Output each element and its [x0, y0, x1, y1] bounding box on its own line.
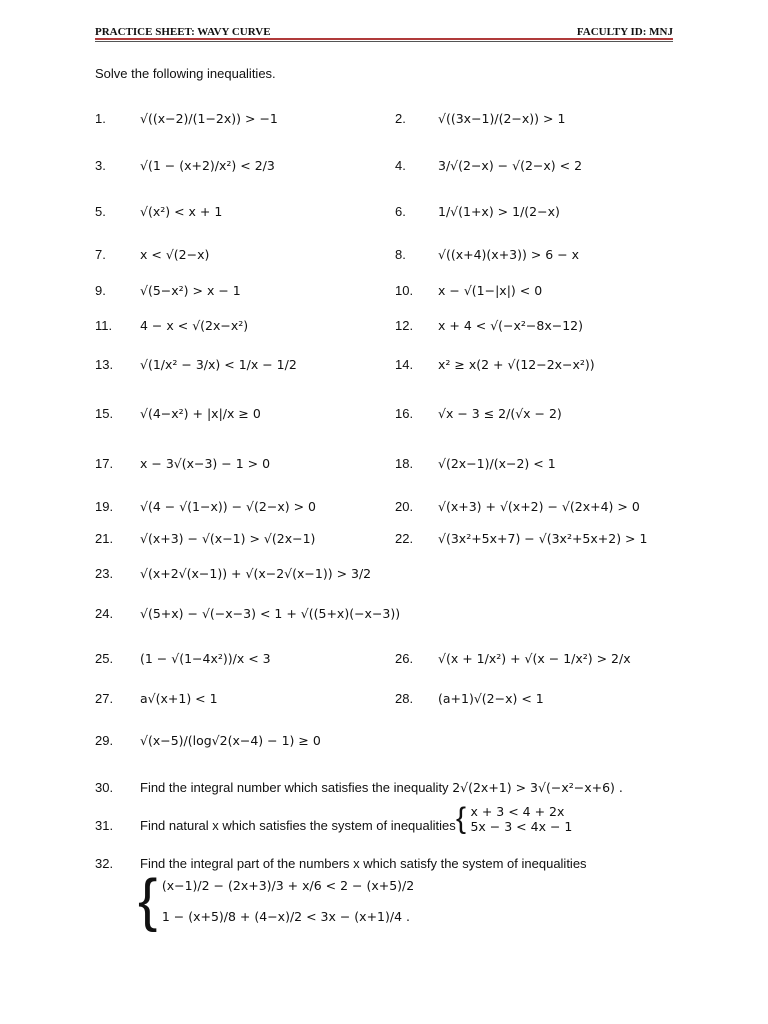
problem-expression: 3/√(2−x) − √(2−x) < 2 — [438, 158, 583, 173]
problem-number: 18. — [395, 456, 414, 471]
problem-number: 13. — [95, 357, 114, 372]
system-of-inequalities-32 — [138, 868, 415, 933]
problem-number: 12. — [395, 318, 414, 333]
system-line: (x−1)/2 − (2x+3)/3 + x/6 < 2 − (x+5)/2 — [161, 878, 415, 893]
problem-expression: 1/√(1+x) > 1/(2−x) — [438, 204, 560, 219]
problem-number: 4. — [395, 158, 406, 173]
problem-expression: √(4−x²) + |x|/x ≥ 0 — [140, 406, 261, 421]
header-rule-red — [95, 38, 673, 40]
problem-number: 10. — [395, 283, 414, 298]
problem-expression: √(4 − √(1−x)) − √(2−x) > 0 — [140, 499, 316, 514]
system-line: 1 − (x+5)/8 + (4−x)/2 < 3x − (x+1)/4 . — [161, 909, 410, 924]
problem-expression: √(x−5)/(log√2(x−4) − 1) ≥ 0 — [140, 733, 321, 748]
problem-expression: x² ≥ x(2 + √(12−2x−x²)) — [438, 357, 595, 372]
problem-expression: 4 − x < √(2x−x²) — [140, 318, 249, 333]
problem-number: 20. — [395, 499, 414, 514]
problem-number: 5. — [95, 204, 106, 219]
instructions: Solve the following inequalities. — [95, 66, 276, 81]
problem-number: 3. — [95, 158, 106, 173]
problem-number: 6. — [395, 204, 406, 219]
header-left: PRACTICE SHEET: WAVY CURVE — [95, 26, 271, 38]
page-header — [95, 22, 673, 38]
problem-expression: √(x+2√(x−1)) + √(x−2√(x−1)) > 3/2 — [140, 566, 372, 581]
problem-number: 21. — [95, 531, 114, 546]
problem-number: 17. — [95, 456, 114, 471]
problem-expression: √(3x²+5x+7) − √(3x²+5x+2) > 1 — [438, 531, 648, 546]
problem-number: 29. — [95, 733, 114, 748]
problem-number: 15. — [95, 406, 114, 421]
problem-number: 28. — [395, 691, 414, 706]
problem-number: 31. — [95, 818, 114, 833]
problem-expression: √((3x−1)/(2−x)) > 1 — [438, 111, 566, 126]
problem-number: 32. — [95, 856, 114, 871]
left-brace: { — [138, 868, 158, 933]
problem-number: 16. — [395, 406, 414, 421]
problem-number: 26. — [395, 651, 414, 666]
problem-expression: √(x + 1/x²) + √(x − 1/x²) > 2/x — [438, 651, 631, 666]
system-line: 5x − 3 < 4x − 1 — [470, 819, 573, 834]
problem-number: 27. — [95, 691, 114, 706]
system-of-inequalities-31 — [456, 804, 572, 834]
problem-expression: √((x−2)/(1−2x)) > −1 — [140, 111, 278, 126]
problem-number: 25. — [95, 651, 114, 666]
problem-text: Find natural x which satisfies the system of inequalities — [140, 818, 456, 833]
problem-expression: x + 4 < √(−x²−8x−12) — [438, 318, 583, 333]
problem-expression: √(5+x) − √(−x−3) < 1 + √((5+x)(−x−3)) — [140, 606, 401, 621]
problem-expression: (a+1)√(2−x) < 1 — [438, 691, 544, 706]
problem-number: 30. — [95, 780, 114, 795]
problem-expression: √(x²) < x + 1 — [140, 204, 223, 219]
problem-expression: √x − 3 ≤ 2/(√x − 2) — [438, 406, 562, 421]
problem-number: 2. — [395, 111, 406, 126]
problem-number: 1. — [95, 111, 106, 126]
problem-number: 19. — [95, 499, 114, 514]
problem-expression: √((x+4)(x+3)) > 6 − x — [438, 247, 580, 262]
problem-expression: x − √(1−|x|) < 0 — [438, 283, 543, 298]
problem-number: 14. — [395, 357, 414, 372]
problem-number: 7. — [95, 247, 106, 262]
problem-number: 22. — [395, 531, 414, 546]
problem-expression: a√(x+1) < 1 — [140, 691, 218, 706]
problem-expression: √(1 − (x+2)/x²) < 2/3 — [140, 158, 275, 173]
problem-expression: x − 3√(x−3) − 1 > 0 — [140, 456, 271, 471]
problem-number: 8. — [395, 247, 406, 262]
problem-text: Find the integral number which satisfies the inequality — [140, 780, 449, 795]
problem-expression: √(5−x²) > x − 1 — [140, 283, 241, 298]
problem-expression: √(x+3) − √(x−1) > √(2x−1) — [140, 531, 316, 546]
problem-number: 24. — [95, 606, 114, 621]
system-line: x + 3 < 4 + 2x — [470, 804, 565, 819]
problem-number: 23. — [95, 566, 114, 581]
problem-text: Find the integral part of the numbers x which satisfy the system of inequalities — [140, 856, 587, 871]
problem-expression: x < √(2−x) — [140, 247, 210, 262]
left-brace: { — [456, 802, 467, 835]
problem-expression: 2√(2x+1) > 3√(−x²−x+6) . — [452, 780, 623, 795]
problem-expression: √(x+3) + √(x+2) − √(2x+4) > 0 — [438, 499, 640, 514]
problem-number: 11. — [95, 318, 113, 333]
header-right: FACULTY ID: MNJ — [576, 26, 673, 38]
problem-number: 9. — [95, 283, 106, 298]
problem-expression: (1 − √(1−4x²))/x < 3 — [140, 651, 271, 666]
problem-expression: √(2x−1)/(x−2) < 1 — [438, 456, 556, 471]
header-rule-dark — [95, 41, 673, 42]
problem-expression: √(1/x² − 3/x) < 1/x − 1/2 — [140, 357, 297, 372]
